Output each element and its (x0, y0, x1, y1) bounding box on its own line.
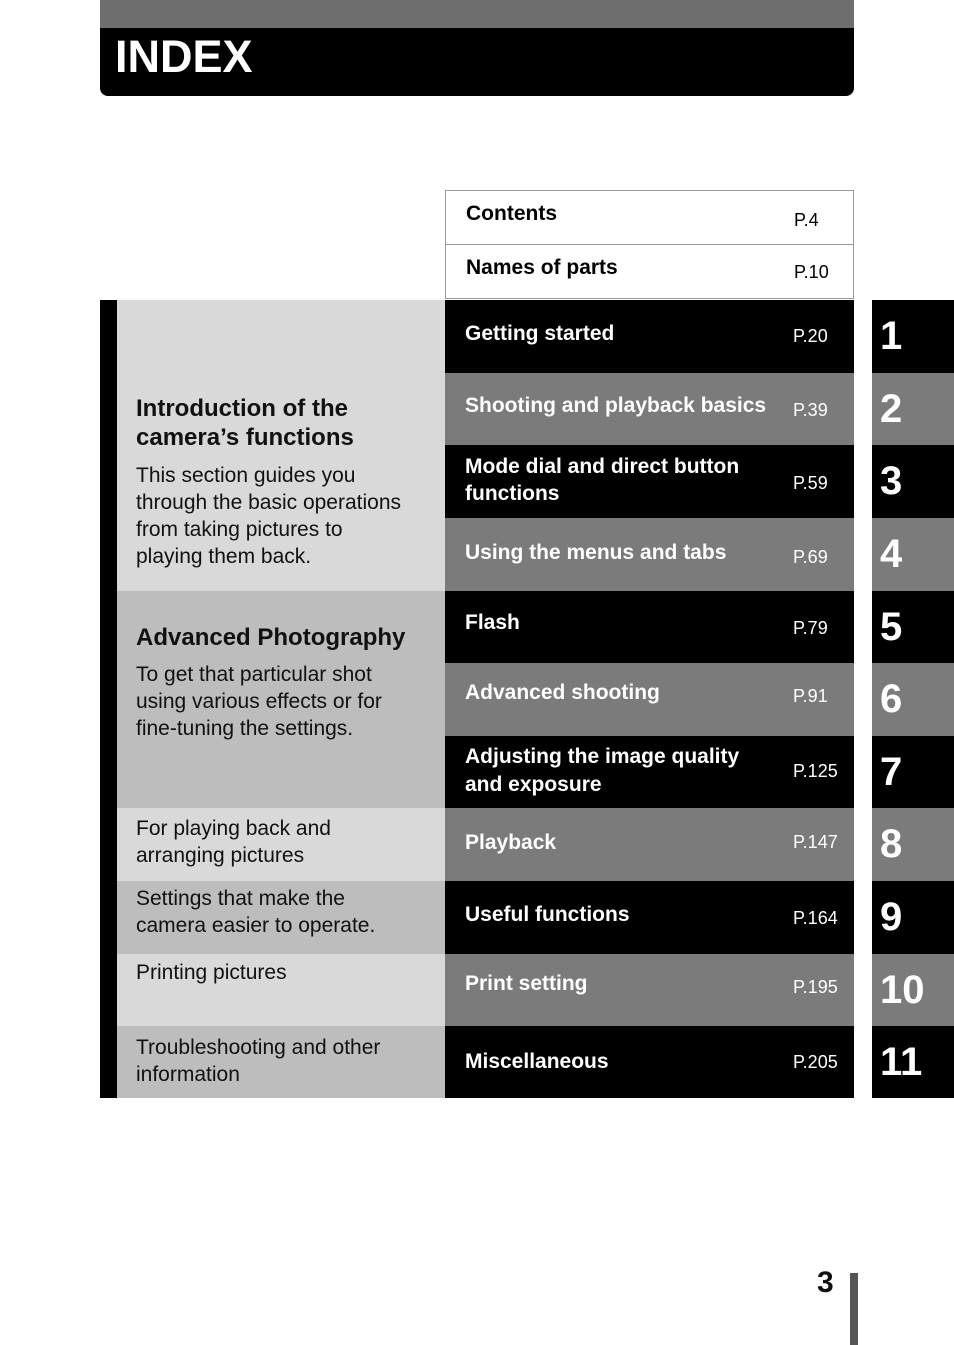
chapter-number: 8 (880, 822, 903, 866)
chapter-label: Playback (465, 831, 557, 854)
chapter-row-1[interactable] (445, 300, 854, 373)
chapter-label: Using the menus and tabs (465, 541, 727, 564)
section-title: Introduction of the (136, 395, 348, 422)
chapter-tab-6[interactable] (872, 663, 954, 736)
section-text: camera easier to operate. (136, 914, 376, 937)
section-text: fine-tuning the settings. (136, 717, 354, 740)
row-label: Contents (466, 202, 557, 225)
chapter-page: P.164 (793, 908, 838, 928)
section-text: Settings that make the (136, 887, 345, 910)
chapter-page: P.195 (793, 977, 838, 997)
chapter-tab-4[interactable] (872, 518, 954, 591)
section-title: Advanced Photography (136, 624, 406, 651)
chapter-number: 5 (880, 605, 903, 649)
chapter-label: Adjusting the image quality (465, 745, 740, 768)
section-text: arranging pictures (136, 844, 305, 867)
chapter-label: Miscellaneous (465, 1050, 609, 1073)
left-black-stripe (100, 300, 117, 1098)
section-text: from taking pictures to (136, 518, 343, 541)
chapter-row-11[interactable] (445, 1026, 854, 1098)
row-page: P.4 (794, 210, 819, 230)
chapter-page: P.20 (793, 326, 828, 346)
section-trouble (117, 1026, 445, 1098)
section-printing (117, 954, 445, 1026)
chapter-row-8[interactable] (445, 808, 854, 881)
chapter-number: 6 (880, 677, 903, 721)
section-text: Troubleshooting and other (136, 1036, 381, 1059)
chapter-label: Advanced shooting (465, 681, 660, 704)
row-label: Names of parts (466, 256, 618, 279)
page-title: INDEX (115, 31, 253, 82)
chapter-page: P.79 (793, 618, 828, 638)
chapter-page: P.39 (793, 400, 828, 420)
section-text: using various effects or for (136, 690, 382, 713)
chapter-page: P.91 (793, 686, 828, 706)
chapter-tab-5[interactable] (872, 591, 954, 663)
chapter-label: Print setting (465, 972, 588, 995)
chapter-number: 3 (880, 459, 903, 503)
section-text: This section guides you (136, 464, 356, 487)
index-row-names-of-parts[interactable] (445, 244, 854, 299)
chapter-label: Flash (465, 611, 520, 634)
page-number: 3 (817, 1266, 834, 1299)
chapter-row-6[interactable] (445, 663, 854, 736)
chapter-label: Useful functions (465, 903, 630, 926)
chapter-number: 11 (880, 1040, 923, 1084)
chapter-tab-10[interactable] (872, 954, 954, 1026)
chapter-row-5[interactable] (445, 591, 854, 663)
index-row-contents[interactable] (445, 190, 854, 245)
chapter-tab-3[interactable] (872, 445, 954, 518)
chapter-page: P.205 (793, 1052, 838, 1072)
chapter-row-7[interactable] (445, 736, 854, 808)
chapter-label: and exposure (465, 773, 602, 796)
chapter-label: functions (465, 482, 560, 505)
chapter-row-10[interactable] (445, 954, 854, 1026)
row-page: P.10 (794, 262, 829, 282)
chapter-number: 9 (880, 895, 903, 939)
section-title: camera’s functions (136, 424, 354, 451)
chapter-tab-9[interactable] (872, 881, 954, 954)
chapter-number: 4 (880, 532, 903, 576)
chapter-label: Shooting and playback basics (465, 394, 767, 417)
chapter-row-9[interactable] (445, 881, 854, 954)
chapter-row-3[interactable] (445, 445, 854, 518)
chapter-tab-7[interactable] (872, 736, 954, 808)
chapter-row-4[interactable] (445, 518, 854, 591)
section-playback (117, 808, 445, 881)
chapter-number: 10 (880, 968, 925, 1012)
chapter-number: 2 (880, 387, 903, 431)
page-number-bar (850, 1273, 858, 1345)
chapter-tab-2[interactable] (872, 373, 954, 445)
chapter-page: P.125 (793, 761, 838, 781)
chapter-page: P.69 (793, 547, 828, 567)
chapter-tab-11[interactable] (872, 1026, 954, 1098)
section-text: through the basic operations (136, 491, 402, 514)
chapter-number: 1 (880, 314, 903, 358)
chapter-label: Getting started (465, 322, 615, 345)
section-intro (117, 300, 445, 591)
chapter-tab-1[interactable] (872, 300, 954, 373)
chapter-tab-8[interactable] (872, 808, 954, 881)
section-settings (117, 881, 445, 954)
section-text: Printing pictures (136, 961, 287, 984)
chapter-page: P.147 (793, 832, 838, 852)
section-text: For playing back and (136, 817, 331, 840)
section-advanced (117, 591, 445, 808)
chapter-label: Mode dial and direct button (465, 455, 740, 478)
header-top-band (100, 0, 854, 28)
section-text: To get that particular shot (136, 663, 372, 686)
section-text: playing them back. (136, 545, 312, 568)
chapter-page: P.59 (793, 473, 828, 493)
section-text: information (136, 1063, 240, 1086)
chapter-number: 7 (880, 750, 903, 794)
chapter-row-2[interactable] (445, 373, 854, 445)
